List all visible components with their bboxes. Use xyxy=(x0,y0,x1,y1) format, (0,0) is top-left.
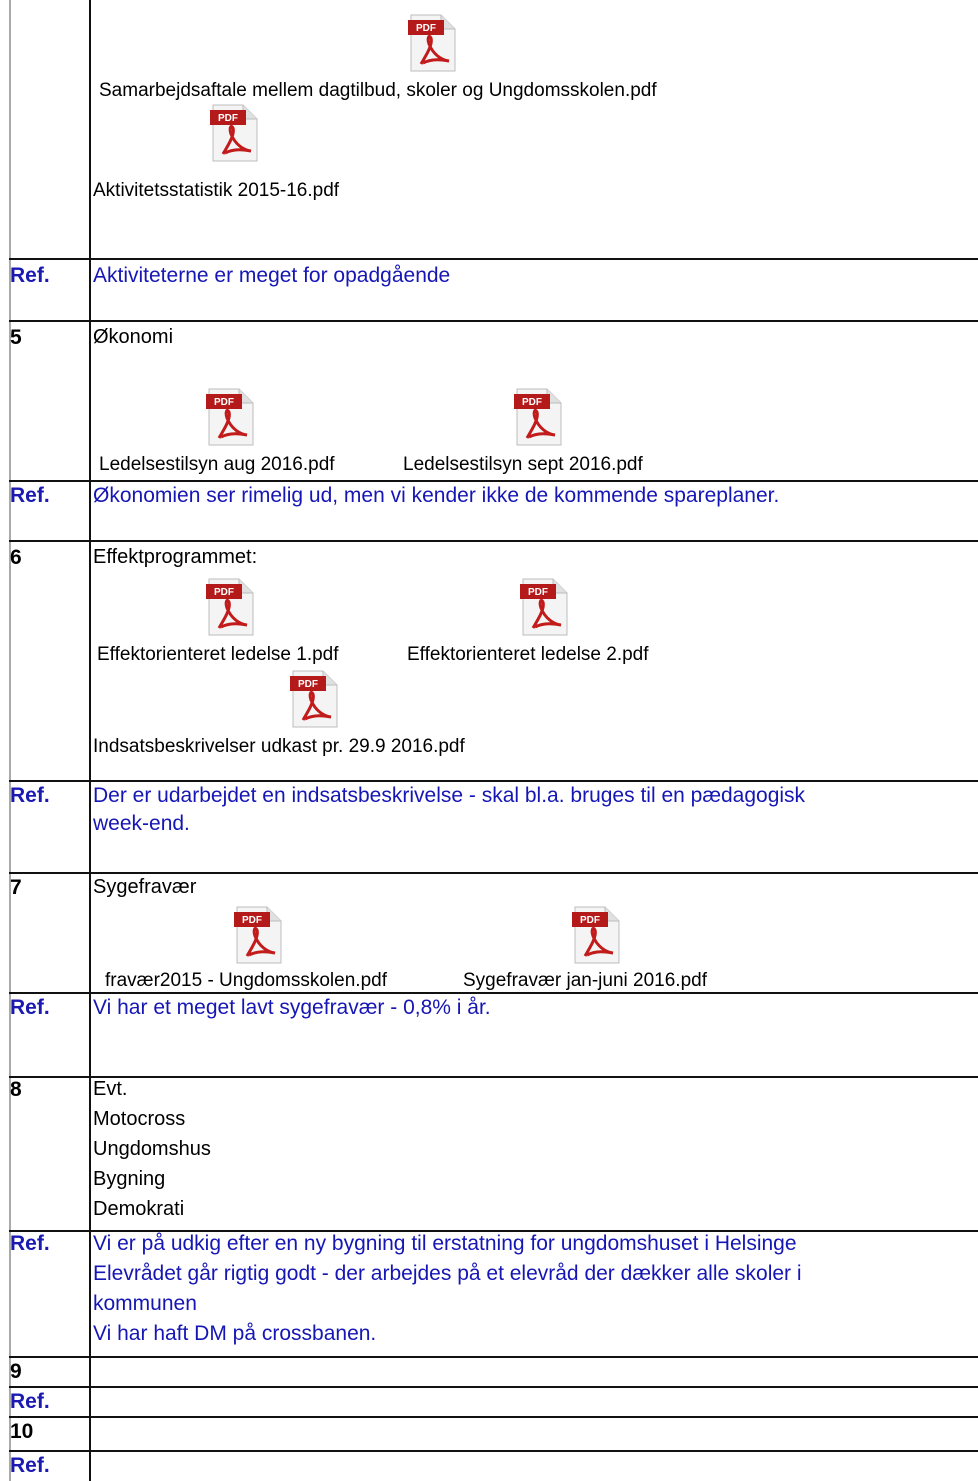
table-row xyxy=(9,0,978,258)
pdf-icon[interactable] xyxy=(205,578,257,636)
table-row xyxy=(9,540,978,782)
row-content xyxy=(89,782,978,874)
row-content xyxy=(89,1232,978,1358)
ref-text-line: week-end. xyxy=(93,812,190,835)
item-line: Motocross xyxy=(93,1108,186,1130)
attachment-label[interactable]: Samarbejdsaftale mellem dagtilbud, skoler og Ungdomsskolen.pdf xyxy=(99,80,657,101)
table-row xyxy=(9,992,978,1078)
table-row xyxy=(9,480,978,542)
table-row xyxy=(9,780,978,874)
row-content xyxy=(89,1078,978,1232)
svg-text:PDF: PDF xyxy=(218,113,238,124)
svg-text:PDF: PDF xyxy=(214,587,234,598)
svg-text:PDF: PDF xyxy=(580,915,600,926)
row-content xyxy=(89,1388,978,1418)
pdf-icon[interactable] xyxy=(571,906,623,964)
row-number: 6 xyxy=(10,546,22,569)
pdf-icon[interactable] xyxy=(209,104,261,162)
table-row xyxy=(9,320,978,482)
ref-text-line: kommunen xyxy=(93,1292,197,1315)
row-number: 9 xyxy=(10,1360,22,1383)
pdf-icon[interactable] xyxy=(513,388,565,446)
row-number: Ref. xyxy=(10,1454,50,1477)
pdf-icon[interactable] xyxy=(519,578,571,636)
item-title: Effektprogrammet: xyxy=(93,546,258,568)
row-content xyxy=(89,542,978,782)
ref-text-line: Der er udarbejdet en indsatsbeskrivelse - skal bl.a. bruges til en pædagogisk xyxy=(93,784,806,807)
table-row xyxy=(9,1386,978,1418)
attachment-label[interactable]: Effektorienteret ledelse 1.pdf xyxy=(97,644,339,665)
ref-text: Aktiviteterne er meget for opadgående xyxy=(93,264,451,287)
attachment-label[interactable]: Indsatsbeskrivelser udkast pr. 29.9 2016.pdf xyxy=(93,736,465,757)
attachment-label[interactable]: Ledelsestilsyn aug 2016.pdf xyxy=(99,454,335,475)
ref-text: Vi har et meget lavt sygefravær - 0,8% i år. xyxy=(93,996,491,1019)
table-row xyxy=(9,872,978,994)
svg-text:PDF: PDF xyxy=(298,679,318,690)
row-content xyxy=(89,1358,978,1388)
ref-text-line: Vi er på udkig efter en ny bygning til erstatning for ungdomshuset i Helsinge xyxy=(93,1232,797,1255)
item-line: Demokrati xyxy=(93,1198,185,1220)
table-row xyxy=(9,1356,978,1388)
row-number: 7 xyxy=(10,876,22,899)
table-row xyxy=(9,1416,978,1452)
ref-text: Økonomien ser rimelig ud, men vi kender ikke de kommende spareplaner. xyxy=(93,484,780,507)
row-content xyxy=(89,874,978,994)
row-content xyxy=(89,322,978,482)
row-number: Ref. xyxy=(10,1232,50,1255)
item-line: Evt. xyxy=(93,1078,128,1100)
attachment-label[interactable]: fravær2015 - Ungdomsskolen.pdf xyxy=(105,970,387,991)
row-number: Ref. xyxy=(10,484,50,507)
item-title: Sygefravær xyxy=(93,876,197,898)
row-number: Ref. xyxy=(10,264,50,287)
row-content xyxy=(89,1452,978,1481)
svg-text:PDF: PDF xyxy=(522,397,542,408)
row-number: Ref. xyxy=(10,784,50,807)
item-title: Økonomi xyxy=(93,326,174,348)
svg-text:PDF: PDF xyxy=(214,397,234,408)
attachment-label[interactable]: Effektorienteret ledelse 2.pdf xyxy=(407,644,649,665)
pdf-icon[interactable] xyxy=(407,14,459,72)
row-number: 5 xyxy=(10,326,22,349)
table-row xyxy=(9,1450,978,1481)
row-content xyxy=(89,260,978,322)
item-line: Bygning xyxy=(93,1168,166,1190)
attachment-label[interactable]: Sygefravær jan-juni 2016.pdf xyxy=(463,970,707,991)
pdf-icon[interactable] xyxy=(233,906,285,964)
ref-text-line: Elevrådet går rigtig godt - der arbejdes på et elevråd der dækker alle skoler i xyxy=(93,1262,802,1285)
row-content xyxy=(89,482,978,542)
table-row xyxy=(9,1076,978,1232)
row-content xyxy=(89,1418,978,1452)
row-content xyxy=(89,994,978,1078)
table-row xyxy=(9,258,978,322)
item-line: Ungdomshus xyxy=(93,1138,211,1160)
pdf-icon[interactable] xyxy=(205,388,257,446)
attachment-label[interactable]: Aktivitetsstatistik 2015-16.pdf xyxy=(93,180,340,201)
table-row xyxy=(9,1230,978,1358)
svg-text:PDF: PDF xyxy=(242,915,262,926)
row-number: Ref. xyxy=(10,996,50,1019)
row-content xyxy=(89,0,978,258)
attachment-label[interactable]: Ledelsestilsyn sept 2016.pdf xyxy=(403,454,643,475)
svg-text:PDF: PDF xyxy=(528,587,548,598)
pdf-icon[interactable] xyxy=(289,670,341,728)
svg-text:PDF: PDF xyxy=(416,23,436,34)
row-number: 10 xyxy=(10,1420,34,1443)
row-number: Ref. xyxy=(10,1390,50,1413)
ref-text-line: Vi har haft DM på crossbanen. xyxy=(93,1322,377,1345)
row-number: 8 xyxy=(10,1078,22,1101)
